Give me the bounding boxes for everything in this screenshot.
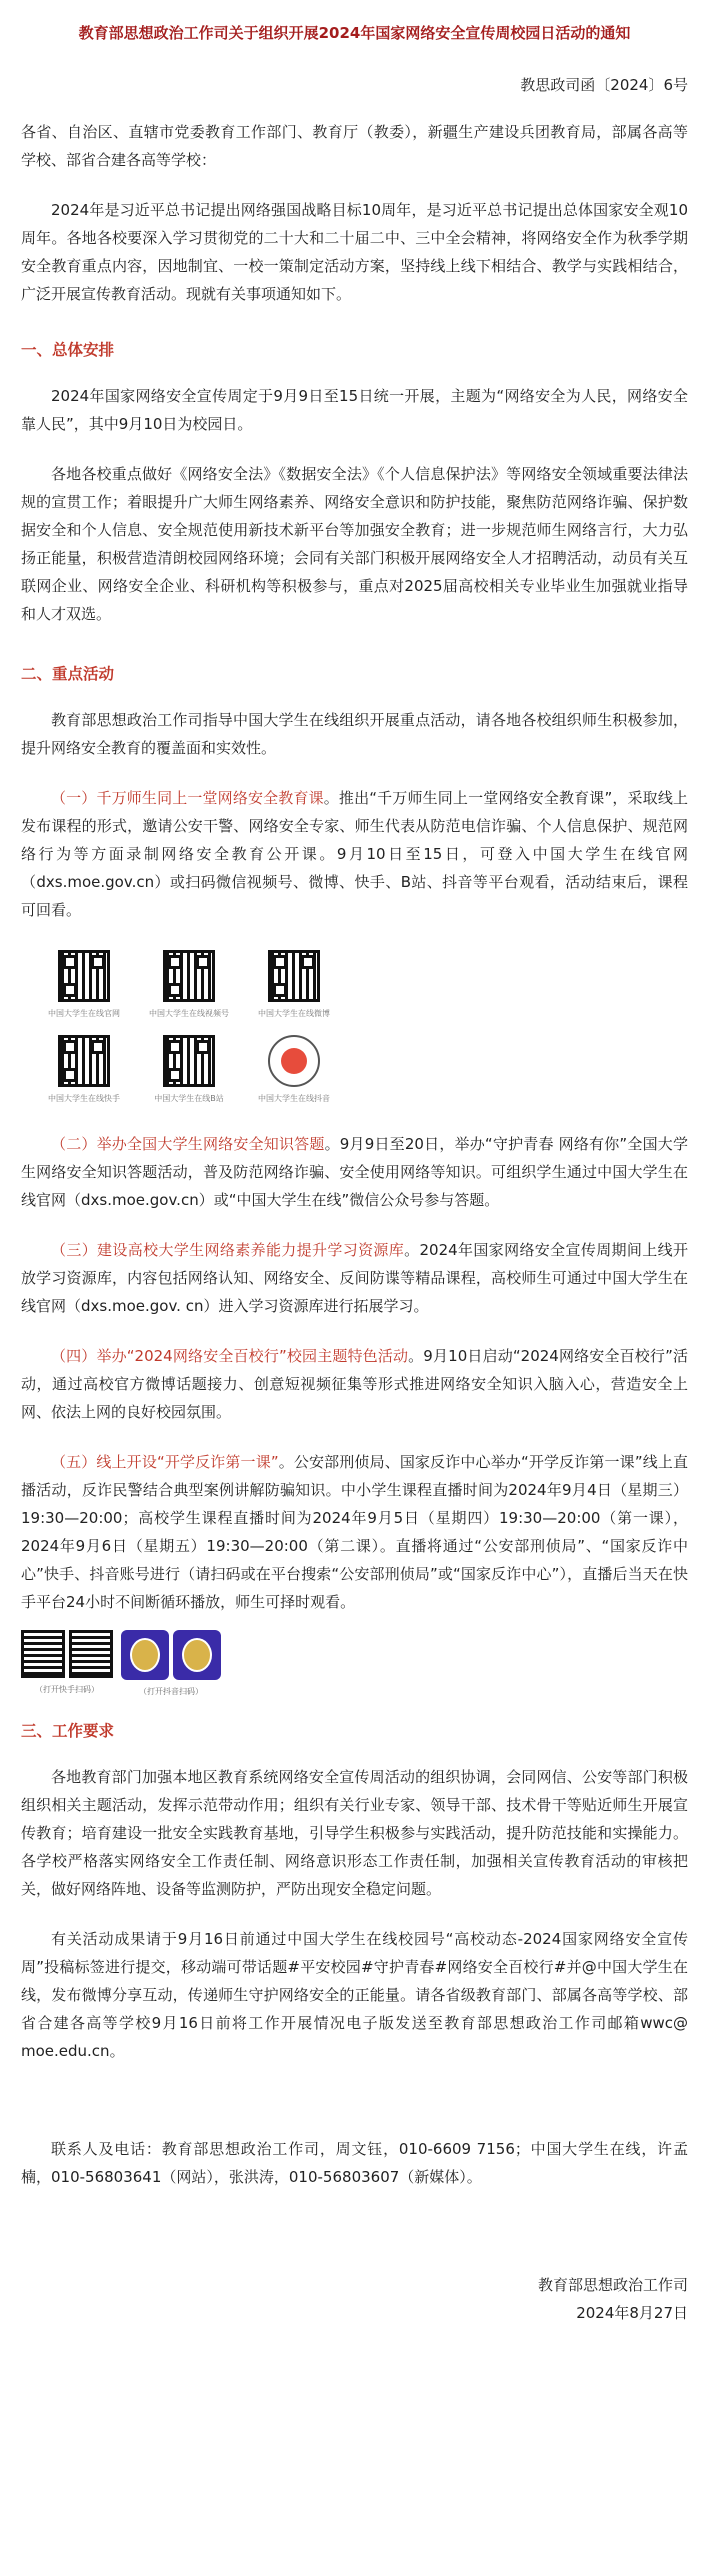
qr-caption: 中国大学生在线视频号: [149, 1009, 229, 1018]
qr-item: [39, 950, 129, 1019]
section-heading-1: 一、总体安排: [21, 341, 115, 359]
qr-row: [39, 950, 339, 1019]
section1-paragraph-1: 2024年国家网络安全宣传周定于9月9日至15日统一开展，主题为“网络安全为人民，网络安全靠人民”，其中9月10日为校园日。: [21, 387, 688, 433]
antifraud-badge-icon: [173, 1630, 221, 1680]
activity-2-title: （二）举办全国大学生网络安全知识答题: [51, 1135, 325, 1153]
qr-item: [144, 950, 234, 1019]
qr-item: [144, 1035, 234, 1104]
section-heading-3: 三、工作要求: [21, 1722, 115, 1740]
section3-paragraph-2: 有关活动成果请于9月16日前通过中国大学生在线校园号“高校动态-2024国家网络安全宣传周”投稿标签进行提交，移动端可带话题#平安校园#守护青春#网络安全百校行#并@中国大学生在线，发布微博分享互动，传递师生守护网络安全的正能量。请各省级教育部门、部属各高等学校、部省合建各高等学校9月16日前将工作开展情况电子版发送至教育部思想政治工作司邮箱wwc@ moe.edu.cn。: [21, 1930, 688, 2060]
activity-2: [21, 1130, 688, 1214]
qr-code-website: [58, 950, 110, 1002]
section-heading-2: 二、重点活动: [21, 665, 115, 683]
activity-4-title: （四）举办“2024网络安全百校行”校园主题特色活动: [51, 1347, 409, 1365]
signature: 教育部思想政治工作司: [537, 2276, 688, 2294]
qr-caption: 中国大学生在线官网: [48, 1009, 120, 1018]
qr-caption: 中国大学生在线快手: [48, 1094, 120, 1103]
qr-row: [39, 1035, 339, 1104]
contact-info: 联系人及电话：教育部思想政治工作司，周文钰，010-6609 7156；中国大学生在线，许孟楠，010-56803641（网站），张洪涛，010-56803607（新媒体）。: [21, 2140, 688, 2186]
qr-item: [39, 1035, 129, 1104]
qr-item: [249, 950, 339, 1019]
qr-code-kuaishou: [58, 1035, 110, 1087]
activity-3-title: （三）建设高校大学生网络素养能力提升学习资源库: [51, 1241, 405, 1259]
activity-5-title: （五）线上开设“开学反诈第一课”: [51, 1453, 279, 1471]
section3-paragraph-1: 各地教育部门加强本地区教育系统网络安全宣传周活动的组织协调，会同网信、公安等部门积极组织相关主题活动，发挥示范带动作用；组织有关行业专家、领导干部、技术骨干等贴近师生开展宣传教育；培育建设一批安全实践教育基地，引导学生积极参与实践活动，提升防范技能和实操能力。各学校严格落实网络安全工作责任制、网络意识形态工作责任制，加强相关宣传教育活动的审核把关，做好网络阵地、设备等监测防护，严防出现安全稳定问题。: [21, 1768, 688, 1898]
qr-item: [121, 1630, 221, 1697]
douyin-logo-icon: [268, 1035, 320, 1087]
section2-paragraph-1: 教育部思想政治工作司指导中国大学生在线组织开展重点活动，请各地各校组织师生积极参加，提升网络安全教育的覆盖面和实效性。: [21, 711, 688, 757]
activity-4-body: 。9月10日启动“2024网络安全百校行”活动，通过高校官方微博话题接力、创意短视频征集等形式推进网络安全知识入脑入心，营造安全上网、依法上网的良好校园氛围。: [21, 1347, 688, 1421]
qr-item: [249, 1035, 339, 1104]
anti-fraud-qr-group: [21, 1630, 688, 1697]
activity-3-body: 。2024年国家网络安全宣传周期间上线开放学习资源库，内容包括网络认知、网络安全、反间防谍等精品课程，高校师生可通过中国大学生在线官网（dxs.moe.gov. cn）进入学习资源库进行拓展学习。: [21, 1241, 688, 1315]
qr-code-kuaishou-antifraud: [69, 1630, 113, 1678]
qr-caption: 中国大学生在线微博: [258, 1009, 330, 1018]
section1-paragraph-2: 各地各校重点做好《网络安全法》《数据安全法》《个人信息保护法》等网络安全领域重要法律法规的宣贯工作；着眼提升广大师生网络素养、网络安全意识和防护技能，聚焦防范网络诈骗、保护数据安全和个人信息、安全规范使用新技术新平台等加强安全教育；进一步规范师生网络言行，大力弘扬正能量，积极营造清朗校园网络环境；会同有关部门积极开展网络安全人才招聘活动，动员有关互联网企业、网络安全企业、科研机构等积极参与，重点对2025届高校相关专业毕业生加强就业指导和人才双选。: [21, 465, 688, 623]
qr-code-weibo: [268, 950, 320, 1002]
activity-1-body: 。推出“千万师生同上一堂网络安全教育课”，采取线上发布课程的形式，邀请公安干警、网络安全专家、师生代表从防范电信诈骗、个人信息保护、规范网络行为等方面录制网络安全教育公开课。9月10日至15日，可登入中国大学生在线官网（dxs.moe.gov.cn）或扫码微信视频号、微博、快手、B站、抖音等平台观看，活动结束后，课程可回看。: [21, 789, 688, 919]
intro-paragraph: 2024年是习近平总书记提出网络强国战略目标10周年，是习近平总书记提出总体国家安全观10周年。各地各校要深入学习贯彻党的二十大和二十届二中、三中全会精神，将网络安全作为秋季学期安全教育重点内容，因地制宜、一校一策制定活动方案，坚持线上线下相结合、教学与实践相结合，广泛开展宣传教育活动。现就有关事项通知如下。: [21, 201, 688, 303]
activity-4: [21, 1342, 688, 1426]
qr-caption: 中国大学生在线抖音: [258, 1094, 330, 1103]
activity-2-body: 。9月9日至20日，举办“守护青春 网络有你”全国大学生网络安全知识答题活动，普及防范网络诈骗、安全使用网络等知识。可组织学生通过中国大学生在线官网（dxs.moe.gov.cn）或“中国大学生在线”微信公众号参与答题。: [21, 1135, 688, 1209]
police-badge-icon: [121, 1630, 169, 1680]
activity-3: [21, 1236, 688, 1320]
qr-caption: 中国大学生在线B站: [154, 1094, 224, 1103]
qr-item: [21, 1630, 113, 1697]
qr-caption: （打开快手扫码）: [35, 1685, 99, 1694]
platform-qr-grid: [35, 950, 335, 1104]
qr-code-bilibili: [163, 1035, 215, 1087]
activity-5-body: 。公安部刑侦局、国家反诈中心举办“开学反诈第一课”线上直播活动，反诈民警结合典型案例讲解防骗知识。中小学生课程直播时间为2024年9月4日（星期三）19:30—20:00；高校学生课程直播时间为2024年9月5日（星期四）19:30—20:00（第一课），2024年9月6日（星期五）19:30—20:00（第二课）。直播将通过“公安部刑侦局”、“国家反诈中心”快手、抖音账号进行（请扫码或在平台搜索“公安部刑侦局”或“国家反诈中心”），直播后当天在快手平台24小时不间断循环播放，师生可择时观看。: [21, 1453, 689, 1611]
qr-caption: （打开抖音扫码）: [139, 1687, 203, 1696]
activity-1: [21, 784, 688, 924]
date: 2024年8月27日: [576, 2304, 688, 2322]
activity-5: [21, 1448, 688, 1616]
page-title: 教育部思想政治工作司关于组织开展2024年国家网络安全宣传周校园日活动的通知: [78, 24, 631, 42]
document-number: 教思政司函〔2024〕6号: [520, 76, 688, 94]
qr-code-video-account: [163, 950, 215, 1002]
qr-code-kuaishou-police: [21, 1630, 65, 1678]
activity-1-title: （一）千万师生同上一堂网络安全教育课: [51, 789, 324, 807]
salutation: 各省、自治区、直辖市党委教育工作部门、教育厅（教委），新疆生产建设兵团教育局，部属各高等学校、部省合建各高等学校：: [21, 123, 688, 169]
